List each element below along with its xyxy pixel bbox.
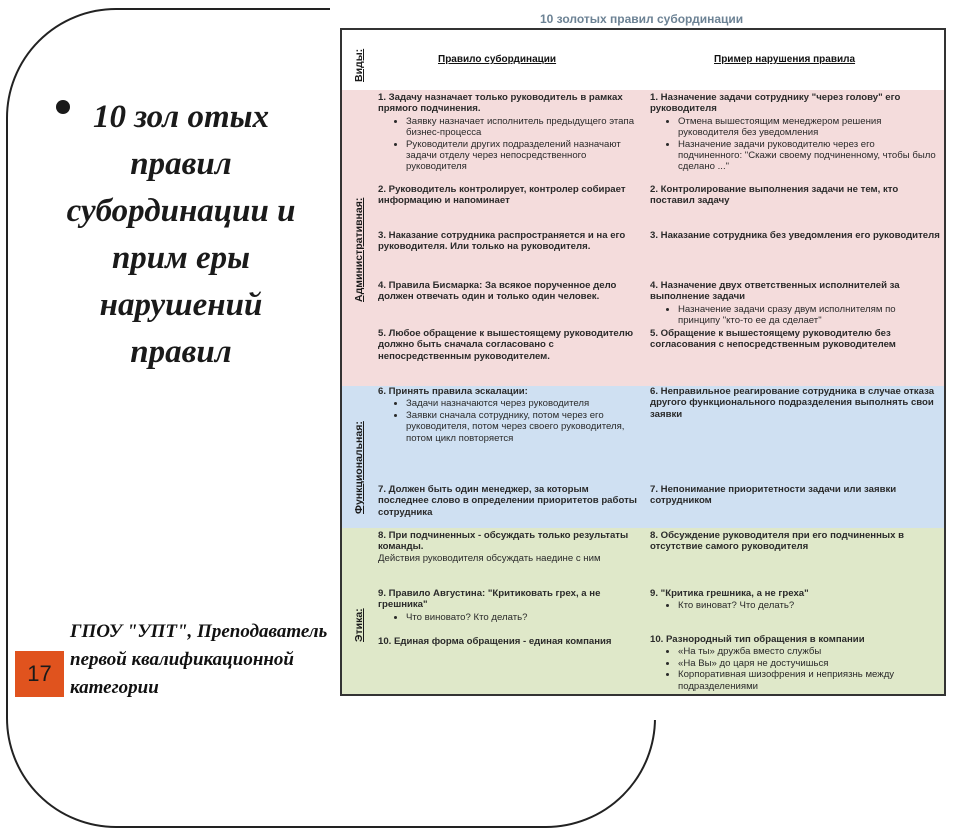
violation-7-head: 7. Непонимание приоритетности задачи или заявки сотрудником (650, 484, 897, 507)
violation-10-bullet-2: • «На Вы» до царя не достучишься (678, 658, 940, 669)
violation-9-head: 9. "Критика грешника, а не греха" (650, 588, 809, 599)
rule-1 (378, 92, 640, 173)
rule-8-head: 8. При подчиненных - обсуждать только результаты команды. (378, 530, 629, 553)
violation-9-bullet-1: • Кто виноват? Что делать? (678, 600, 940, 611)
rule-9-bullet-1: • Что виновато? Кто делать? (406, 612, 640, 623)
violation-1-bullet-2: • Назначение задачи руководителю через его подчиненного: "Скажи своему подчиненному, чтобы было сделано ..." (678, 139, 940, 173)
violation-4-bullet-1: • Назначение задачи сразу двум исполнителям по принципу "кто-то ее да сделает" (678, 304, 940, 327)
column-header-rule: Правило субординации (438, 54, 557, 65)
rule-6 (378, 386, 640, 444)
violation-2 (650, 184, 940, 207)
rule-7-head: 7. Должен быть один менеджер, за которым последнее слово в определении приоритетов работы сотрудника (378, 484, 637, 518)
violation-8 (650, 530, 940, 553)
rule-6-bullet-1: • Задачи назначаются через руководителя (406, 398, 640, 409)
rule-3-head: 3. Наказание сотрудника распространяется и на его руководителя. Или только на руководителя. (378, 230, 626, 253)
rule-4-head: 4. Правила Бисмарка: За всякое порученное дело должен отвечать один и только один человек. (378, 280, 617, 303)
column-header-violation: Пример нарушения правила (714, 54, 856, 65)
footer-text: ГПОУ "УПТ", Преподаватель первой квалификационной категории (70, 621, 328, 698)
rule-2-head: 2. Руководитель контролирует, контролер собирает информацию и напоминает (378, 184, 626, 207)
violation-10-bullet-1: • «На ты» дружба вместо службы (678, 646, 940, 657)
violation-4-head: 4. Назначение двух ответственных исполнителей за выполнение задачи (650, 280, 900, 303)
violation-1-head: 1. Назначение задачи сотруднику "через голову" его руководителя (650, 92, 901, 115)
rule-9-head: 9. Правило Августина: "Критиковать грех, а не грешника" (378, 588, 601, 611)
rule-4 (378, 280, 640, 303)
rule-6-head: 6. Принять правила эскалации: (378, 386, 528, 397)
table-header (342, 30, 944, 91)
rules-table (340, 28, 946, 696)
page-number: 17 (15, 651, 64, 697)
violation-5-head: 5. Обращение к вышестоящему руководителю без согласования с непосредственным руководителем (650, 328, 896, 351)
rule-9 (378, 588, 640, 623)
violation-6 (650, 386, 940, 420)
section-label-ethics: Этика: (353, 608, 365, 642)
violation-6-head: 6. Неправильное реагирование сотрудника в случае отказа другого функционального подразделения выполнять свои заявки (650, 386, 935, 420)
rule-10-head: 10. Единая форма обращения - единая компания (378, 636, 612, 647)
rule-6-bullet-2: • Заявки сначала сотруднику, потом через его руководителя, потом через своего руководителя, потом цикл повторяется (406, 410, 640, 444)
rule-1-bullet-1: • Заявку назначает исполнитель предыдущего этапа бизнес-процесса (406, 116, 640, 139)
rule-1-bullet-2: • Руководители других подразделений назначают задачи отделу через непосредственного руководителя (406, 139, 640, 173)
violation-3 (650, 230, 940, 241)
rule-7 (378, 484, 640, 518)
violation-10-bullet-3: • Корпоративная шизофрения и неприязнь между подразделениями (678, 669, 940, 692)
rule-2 (378, 184, 640, 207)
rule-10 (378, 636, 640, 647)
rule-5 (378, 328, 640, 362)
section-label-admin: Административная: (353, 197, 365, 302)
violation-8-head: 8. Обсуждение руководителя при его подчиненных в отсутствие самого руководителя (650, 530, 904, 553)
violation-1 (650, 92, 940, 173)
rule-5-head: 5. Любое обращение к вышестоящему руководителю должно быть сначала согласовано с непосредственным руководителем. (378, 328, 634, 362)
violation-4 (650, 280, 940, 327)
violation-2-head: 2. Контролирование выполнения задачи не тем, кто поставил задачу (650, 184, 899, 207)
slide-title: 10 зол отых правил субординации и прим еры нарушений правил (66, 99, 296, 370)
rule-8 (378, 530, 640, 564)
document-title: 10 золотых правил субординации (540, 12, 744, 26)
violation-7 (650, 484, 940, 507)
violation-10-head: 10. Разнородный тип обращения в компании (650, 634, 865, 645)
violation-9 (650, 588, 940, 612)
violation-10 (650, 634, 940, 692)
rule-3 (378, 230, 640, 253)
section-label-functional: Функциональная: (353, 421, 365, 514)
violation-3-head: 3. Наказание сотрудника без уведомления его руководителя (650, 230, 940, 241)
rule-1-head: 1. Задачу назначает только руководитель в рамках прямого подчинения. (378, 92, 623, 115)
types-label: Виды: (353, 48, 365, 82)
violation-5 (650, 328, 940, 351)
violation-1-bullet-1: • Отмена вышестоящим менеджером решения руководителя без уведомления (678, 116, 940, 139)
rule-8-note: Действия руководителя обсуждать наедине с ним (378, 552, 601, 564)
